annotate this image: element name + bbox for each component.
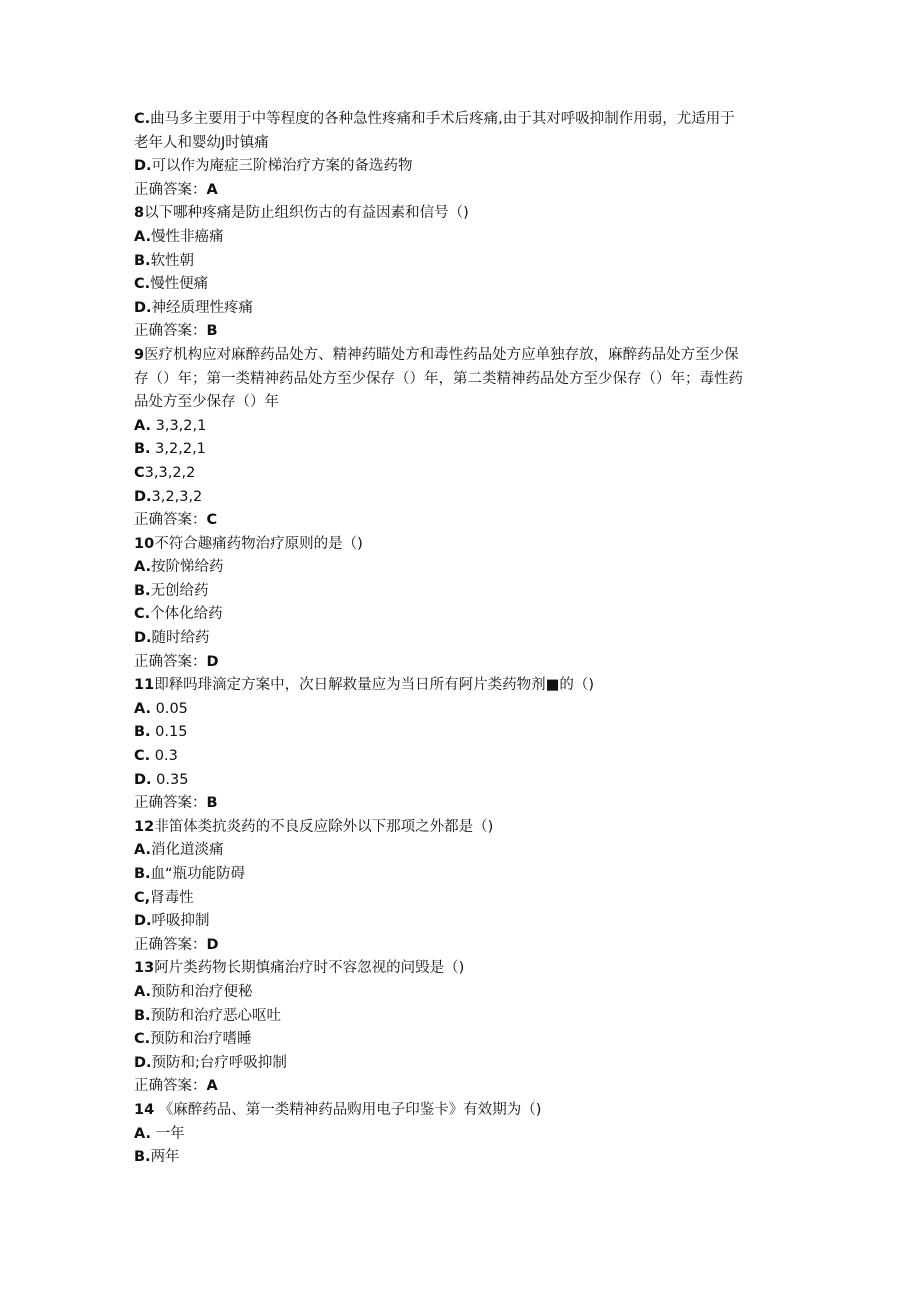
question-14: 14 《麻醉药品、第一类精神药品购用电子印鉴卡》有效期为（) [134,1101,542,1118]
answer-line: 正确答案：A [134,181,218,198]
q11-option-c: C. 0.3 [134,748,178,765]
q14-option-a: A. 一年 [134,1125,185,1142]
q9-option-d: D.3,2,3,2 [134,488,203,505]
q10-option-b: B.无创给药 [134,582,209,599]
q13-option-b: B.预防和治疗恶心呕吐 [134,1007,282,1024]
q13-option-d: D.预防和;台疗呼吸抑制 [134,1054,287,1071]
q12-option-b: B.血“瓶功能防碍 [134,866,246,882]
option-c-line-1: C.曲马多主要用于中等程度的各种急性疼痛和手术后疼痛,由于其对呼吸抑制作用弱，尤适用于 [134,111,735,127]
q12-answer: 正确答案：D [134,936,219,953]
question-9-line-1: 9医疗机构应对麻醉药品处方、精神药瞄处方和毒性药品处方应单独存放，麻醉药品处方至少保 [134,346,739,363]
q8-answer: 正确答案：B [134,323,218,340]
question-13: 13阿片类药物长期慎痛治疗时不容忽视的问毁是（) [134,960,465,977]
question-9-line-3: 品处方至少保存（）年 [134,394,279,411]
q9-option-a: A. 3,3,2,1 [134,417,207,434]
question-11: 11即释吗琲滴定方案中，次日解救量应为当日所有阿片类药物剂■的（) [134,677,595,694]
q8-option-b: B.软性朝 [134,252,195,269]
q10-option-a: A.按阶悌给药 [134,559,224,576]
q13-answer: 正确答案：A [134,1078,218,1095]
q13-option-c: C.预防和治疗嗜睡 [134,1031,252,1048]
q12-option-c: C,肾毒性 [134,889,194,906]
q9-option-c: C3,3,2,2 [134,464,196,481]
document-page [134,108,794,1170]
q8-option-d: D.神经质理性疼痛 [134,299,254,316]
q11-option-d: D. 0.35 [134,771,189,788]
question-12: 12非笛体类抗炎药的不良反应除外以下那项之外都是（) [134,818,494,835]
question-8: 8以下哪种疼痛是防止组织伤古的有益因素和信号（) [134,205,469,222]
question-9-line-2: 存（）年；第一类精神药品处方至少保存（）年，第二类精神药品处方至少保存（）年；毒性药 [134,370,743,387]
q10-answer: 正确答案：D [134,653,219,670]
q11-option-b: B. 0.15 [134,724,188,741]
q12-option-d: D.呼吸抑制 [134,913,210,930]
q13-option-a: A.预防和治疗便秘 [134,983,253,1000]
option-c-line-2: 老年人和婴幼J时镇痛 [134,134,269,151]
q11-answer: 正确答案：B [134,795,218,812]
q12-option-a: A.消化道淡痛 [134,842,224,859]
q8-option-c: C.慢性便痛 [134,276,209,293]
q9-answer: 正确答案：C [134,512,218,529]
option-d-line: D.可以作为庵症三阶梯治疗方案的备选药物 [134,158,413,175]
q8-option-a: A.慢性非癌痛 [134,228,224,245]
q10-option-d: D.随时给药 [134,630,210,647]
q14-option-b: B.两年 [134,1149,180,1166]
q10-option-c: C.个体化给药 [134,606,223,623]
q9-option-b: B. 3,2,2,1 [134,441,206,458]
question-10: 10不符合趣痛药物治疗原则的是（) [134,535,363,552]
q11-option-a: A. 0.05 [134,700,188,717]
